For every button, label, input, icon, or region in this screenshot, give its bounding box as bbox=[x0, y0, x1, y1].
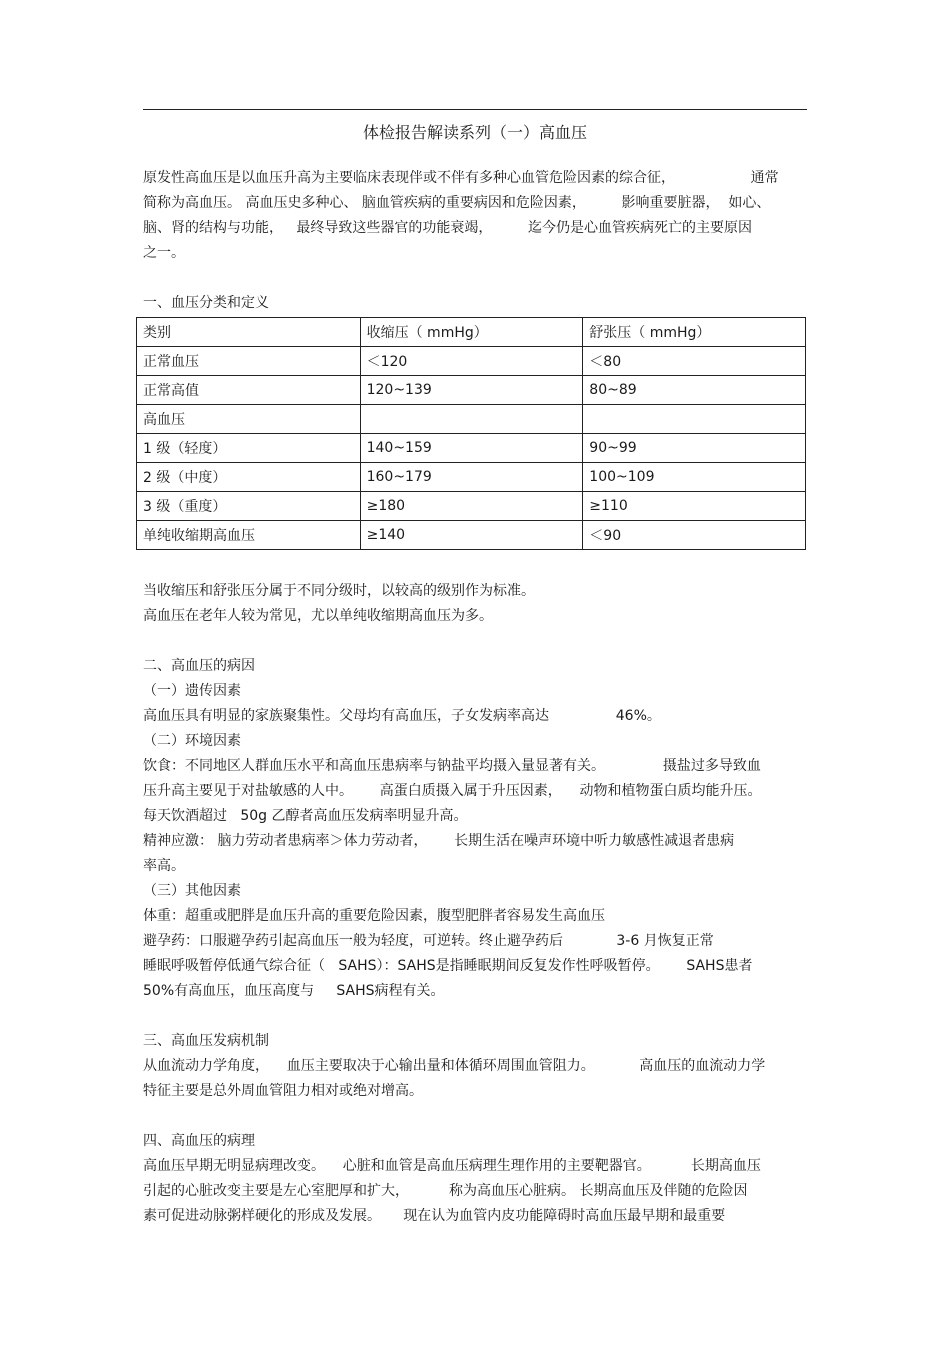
text-line: 率高。 bbox=[143, 858, 185, 874]
section-heading-causes: 二、高血压的病因 bbox=[143, 658, 255, 674]
section-heading-mechanism: 三、高血压发病机制 bbox=[143, 1033, 269, 1049]
table-header-row bbox=[137, 318, 806, 347]
table-cell bbox=[583, 405, 806, 434]
table-row bbox=[137, 492, 806, 521]
bp-classification-table bbox=[136, 317, 806, 550]
intro-line: 原发性高血压是以血压升高为主要临床表现伴或不伴有多种心血管危险因素的综合征， 通常 bbox=[143, 170, 779, 186]
table-cell: 100~109 bbox=[583, 463, 806, 492]
table-row bbox=[137, 376, 806, 405]
page-title: 体检报告解读系列（一）高血压 bbox=[362, 123, 587, 142]
table-cell: ≥140 bbox=[360, 521, 583, 550]
table-cell: 高血压 bbox=[137, 405, 361, 434]
text-line: 精神应激： 脑力劳动者患病率＞体力劳动者， 长期生活在噪声环境中听力敏感性减退者患病 bbox=[143, 833, 735, 849]
text-line: 高血压早期无明显病理改变。 心脏和血管是高血压病理生理作用的主要靶器官。 长期高血压 bbox=[143, 1158, 761, 1174]
text-line: 特征主要是总外周血管阻力相对或绝对增高。 bbox=[143, 1083, 423, 1099]
intro-line: 脑、肾的结构与功能， 最终导致这些器官的功能衰竭， 迄今仍是心血管疾病死亡的主要原因 bbox=[143, 220, 752, 236]
table-cell: ≥110 bbox=[583, 492, 806, 521]
subheading-environment: （二）环境因素 bbox=[143, 733, 241, 749]
table-row bbox=[137, 434, 806, 463]
table-row bbox=[137, 521, 806, 550]
table-cell: 单纯收缩期高血压 bbox=[137, 521, 361, 550]
table-cell: 120~139 bbox=[360, 376, 583, 405]
table-cell: 90~99 bbox=[583, 434, 806, 463]
table-row bbox=[137, 463, 806, 492]
table-cell: 3 级（重度） bbox=[137, 492, 361, 521]
text-line: 从血流动力学角度， 血压主要取决于心输出量和体循环周围血管阻力。 高血压的血流动力学 bbox=[143, 1058, 766, 1074]
text-line: 50%有高血压，血压高度与 SAHS病程有关。 bbox=[143, 983, 445, 999]
table-cell: 160~179 bbox=[360, 463, 583, 492]
table-cell: ≥180 bbox=[360, 492, 583, 521]
table-row bbox=[137, 405, 806, 434]
text-line: 压升高主要见于对盐敏感的人中。 高蛋白质摄入属于升压因素， 动物和植物蛋白质均能升压。 bbox=[143, 783, 762, 799]
table-cell bbox=[360, 405, 583, 434]
section-heading-classification: 一、血压分类和定义 bbox=[143, 295, 269, 311]
text-line: 避孕药：口服避孕药引起高血压一般为轻度，可逆转。终止避孕药后 3-6 月恢复正常 bbox=[143, 933, 714, 949]
text-line: 体重：超重或肥胖是血压升高的重要危险因素，腹型肥胖者容易发生高血压 bbox=[143, 908, 605, 924]
text-line: 每天饮酒超过 50g 乙醇者高血压发病率明显升高。 bbox=[143, 808, 468, 824]
header-cell-category: 类别 bbox=[137, 318, 361, 347]
text-line: 高血压具有明显的家族聚集性。父母均有高血压，子女发病率高达 46%。 bbox=[143, 708, 661, 724]
text-line: 素可促进动脉粥样硬化的形成及发展。 现在认为血管内皮功能障碍时高血压最早期和最重要 bbox=[143, 1208, 726, 1224]
table-cell: ＜90 bbox=[583, 521, 806, 550]
text-line: 睡眠呼吸暂停低通气综合征（ SAHS）：SAHS是指睡眠期间反复发作性呼吸暂停。 SAHS患者 bbox=[143, 958, 753, 974]
text-line: 引起的心脏改变主要是左心室肥厚和扩大， 称为高血压心脏病。 长期高血压及伴随的危险因 bbox=[143, 1183, 748, 1199]
table-cell: 正常血压 bbox=[137, 347, 361, 376]
header-cell-systolic: 收缩压（ mmHg） bbox=[360, 318, 583, 347]
subheading-other: （三）其他因素 bbox=[143, 883, 241, 899]
intro-line: 简称为高血压。 高血压史多种心、 脑血管疾病的重要病因和危险因素， 影响重要脏器， 如心、 bbox=[143, 195, 771, 211]
intro-line: 之一。 bbox=[143, 245, 185, 261]
table-cell: 80~89 bbox=[583, 376, 806, 405]
subheading-genetic: （一）遗传因素 bbox=[143, 683, 241, 699]
table-note: 当收缩压和舒张压分属于不同分级时，以较高的级别作为标准。 bbox=[143, 583, 535, 599]
table-cell: 140~159 bbox=[360, 434, 583, 463]
table-cell: ＜80 bbox=[583, 347, 806, 376]
table-row bbox=[137, 347, 806, 376]
section-heading-pathology: 四、高血压的病理 bbox=[143, 1133, 255, 1149]
table-cell: 1 级（轻度） bbox=[137, 434, 361, 463]
table-cell: ＜120 bbox=[360, 347, 583, 376]
table-note: 高血压在老年人较为常见，尤以单纯收缩期高血压为多。 bbox=[143, 608, 493, 624]
table-cell: 正常高值 bbox=[137, 376, 361, 405]
text-line: 饮食：不同地区人群血压水平和高血压患病率与钠盐平均摄入量显著有关。 摄盐过多导致血 bbox=[143, 758, 761, 774]
header-rule bbox=[143, 109, 807, 110]
table-cell: 2 级（中度） bbox=[137, 463, 361, 492]
header-cell-diastolic: 舒张压（ mmHg） bbox=[583, 318, 806, 347]
